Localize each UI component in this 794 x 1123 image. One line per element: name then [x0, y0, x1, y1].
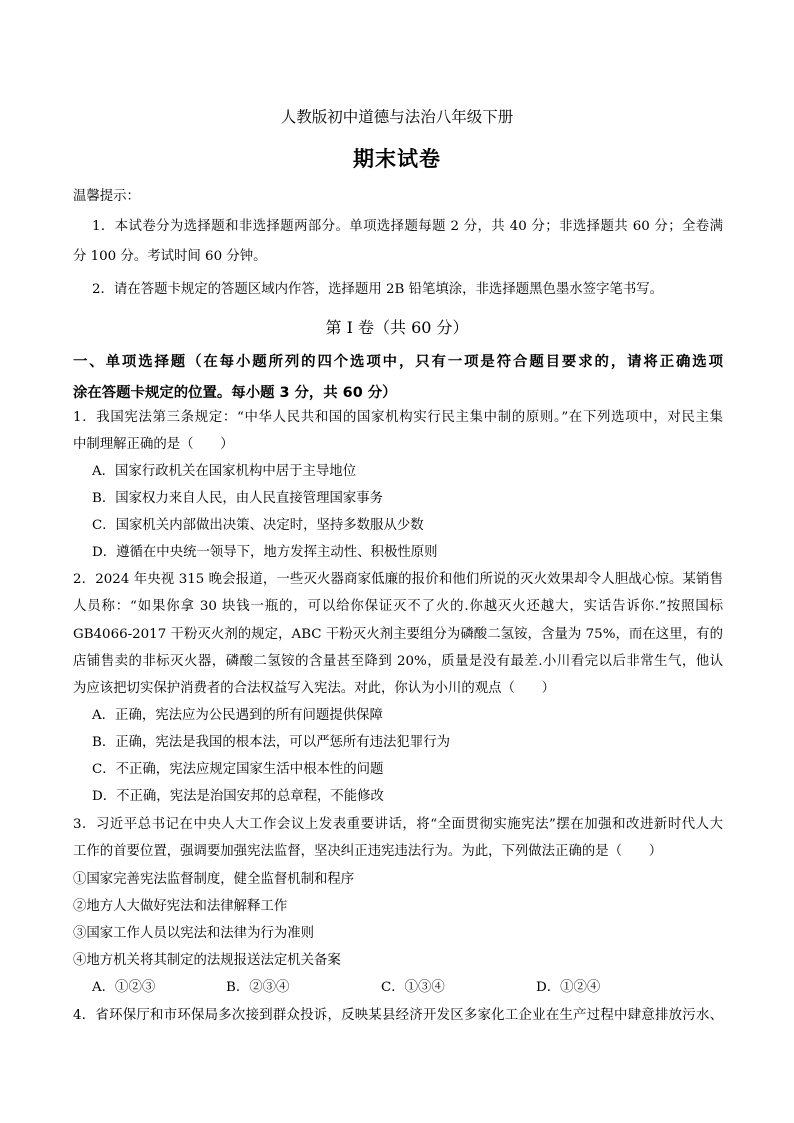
q3-item-1: ①国家完善宪法监督制度，健全监督机制和程序: [73, 872, 355, 887]
q3-stem-line-2: 工作的首要位置，强调要加强宪法监督，坚决纠正违宪违法行为。为此，下列做法正确的是（ ）: [73, 844, 663, 859]
q3-stem-line-1: 3．习近平总书记在中央人大工作会议上发表重要讲话，将“全面贯彻实施宪法”摆在加强和改进新时代人大: [73, 817, 723, 832]
q3-item-2: ②地方人大做好宪法和法律解释工作: [73, 899, 288, 914]
q2-option-a: A．正确，宪法应为公民遇到的所有问题提供保障: [92, 708, 383, 723]
exam-title: 期末试卷: [353, 147, 441, 171]
q4-stem-line-1: 4．省环保厅和市环保局多次接到群众投诉，反映某县经济开发区多家化工企业在生产过程中肆意排放污水、: [73, 1008, 723, 1023]
notice-label: 温馨提示：: [73, 189, 140, 204]
q2-option-d: D．不正确，宪法是治国安邦的总章程，不能修改: [92, 789, 384, 804]
q3-option-d: D．①②④: [536, 980, 601, 995]
q2-stem-line-2: 人员称：“如果你拿 30 块钱一瓶的，可以给你保证灭不了火的.你越灭火还越大，实话告诉你.”按照国标: [73, 599, 723, 614]
q2-option-b: B．正确，宪法是我国的根本法，可以严惩所有违法犯罪行为: [92, 735, 450, 750]
q1-option-d: D．遵循在中央统一领导下，地方发挥主动性、积极性原则: [92, 545, 438, 560]
q2-stem-line-3: GB4066-2017 干粉灭火剂的规定，ABC 干粉灭火剂主要组分为磷酸二氢铵，含量为 75%，而在这里，有的: [73, 627, 723, 642]
q1-option-a: A．国家行政机关在国家机构中居于主导地位: [92, 464, 357, 479]
q1-stem-line-1: 1．我国宪法第三条规定：“中华人民共和国的国家机构实行民主集中制的原则。”在下列选项中，对民主集: [73, 410, 723, 425]
section-heading-line-2: 涂在答题卡规定的位置。每小题 3 分，共 60 分）: [73, 385, 397, 401]
notice-item-2: 2．请在答题卡规定的答题区域内作答，选择题用 2B 铅笔填涂，非选择题黑色墨水签字笔书写。: [92, 282, 664, 297]
notice-item-1-line-1: 1．本试卷分为选择题和非选择题两部分。单项选择题每题 2 分，共 40 分；非选择题共 60 分；全卷满: [92, 219, 723, 234]
q3-item-4: ④地方机关将其制定的法规报送法定机关备案: [73, 953, 341, 968]
section-heading-line-1: 一、单项选择题（在每小题所列的四个选项中，只有一项是符合题目要求的，请将正确选项: [73, 354, 723, 370]
volume-title: 第 I 卷（共 60 分）: [325, 318, 469, 337]
q3-option-c: C．①③④: [381, 980, 445, 995]
q3-item-3: ③国家工作人员以宪法和法律为行为准则: [73, 926, 315, 941]
q1-option-c: C．国家机关内部做出决策、决定时，坚持多数服从少数: [92, 518, 424, 533]
exam-subtitle: 人教版初中道德与法治八年级下册: [280, 108, 514, 126]
q1-stem-line-2: 中制理解正确的是（ ）: [73, 437, 234, 452]
q2-stem-line-1: 2．2024 年央视 315 晚会报道，一些灭火器商家低廉的报价和他们所说的灭火效果却令人胆战心惊。某销售: [73, 572, 723, 587]
notice-item-1-line-2: 分 100 分。考试时间 60 分钟。: [73, 249, 267, 264]
q3-option-a: A．①②③: [92, 980, 156, 995]
q1-option-b: B．国家权力来自人民，由人民直接管理国家事务: [92, 491, 384, 506]
q2-option-c: C．不正确，宪法应规定国家生活中根本性的问题: [92, 762, 384, 777]
q2-stem-line-5: 为应该把切实保护消费者的合法权益写入宪法。对此，你认为小川的观点（ ）: [73, 681, 556, 696]
q3-option-b: B．②③④: [226, 980, 290, 995]
q2-stem-line-4: 店铺售卖的非标灭火器，磷酸二氢铵的含量甚至降到 20%，质量是没有最差.小川看完以后非常生气，他认: [73, 654, 723, 669]
